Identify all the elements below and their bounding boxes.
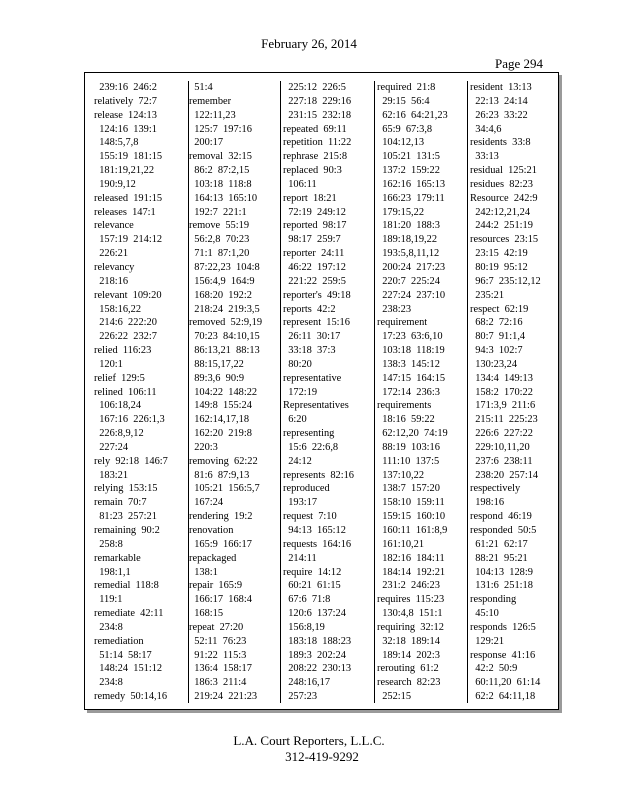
- index-entry: 138:3 145:12: [377, 358, 440, 370]
- index-entry: 124:16 139:1: [94, 123, 157, 135]
- index-entry: 172:19: [283, 386, 318, 398]
- index-entry: remove 55:19: [189, 220, 250, 232]
- index-entry: 15:6 22:6,8: [283, 441, 339, 453]
- index-entry: releases 147:1: [94, 206, 156, 218]
- index-entry: 56:2,8 70:23: [189, 234, 250, 246]
- index-entry: 226:22 232:7: [94, 331, 157, 343]
- index-entry: renovation: [189, 525, 234, 536]
- index-entry: 214:6 222:20: [94, 317, 157, 329]
- index-entry: requests 164:16: [283, 538, 352, 550]
- index-entry: 219:24 221:23: [189, 691, 258, 703]
- index-entry: 138:1: [189, 566, 218, 578]
- index-entry: respectively: [470, 483, 521, 495]
- index-entry: require 14:12: [283, 566, 342, 578]
- index-entry: 105:21 131:5: [377, 151, 440, 163]
- index-entry: repeated 69:11: [283, 123, 347, 135]
- index-entry: relined 106:11: [94, 386, 157, 398]
- index-entry: 162:14,17,18: [189, 414, 250, 426]
- index-entry: rely 92:18 146:7: [94, 455, 168, 467]
- index-entry: 168:15: [189, 608, 224, 620]
- index-entry: 165:9 166:17: [189, 538, 252, 550]
- index-entry: 72:19 249:12: [283, 206, 346, 218]
- index-entry: reports 42:2: [283, 303, 336, 315]
- index-entry: 51:14 58:17: [94, 649, 152, 661]
- index-entry: 105:21 156:5,7: [189, 483, 260, 495]
- page-number: Page 294: [495, 56, 544, 71]
- index-entry: requiring 32:12: [377, 621, 444, 633]
- index-entry: 159:15 160:10: [377, 511, 446, 523]
- column-divider: [280, 81, 281, 703]
- index-entry: respond 46:19: [470, 511, 532, 523]
- index-entry: 227:24 237:10: [377, 289, 446, 301]
- index-entry: respect 62:19: [470, 303, 529, 315]
- index-entry: 89:3,6 90:9: [189, 372, 245, 384]
- index-entry: representing: [283, 428, 335, 440]
- index-entry: rerouting 61:2: [377, 663, 439, 675]
- index-entry: removed 52:9,19: [189, 317, 263, 329]
- index-entry: 122:11,23: [189, 109, 236, 121]
- index-entry: 200:24 217:23: [377, 261, 446, 273]
- index-entry: 192:7 221:1: [189, 206, 247, 218]
- index-entry: resident 13:13: [470, 82, 532, 93]
- index-entry: 156:8,19: [283, 621, 325, 633]
- index-entry: residual 125:21: [470, 165, 537, 177]
- index-entry: 218:24 219:3,5: [189, 303, 260, 315]
- index-entry: 244:2 251:19: [470, 220, 533, 232]
- index-entry: 52:11 76:23: [189, 635, 247, 647]
- index-entry: remediate 42:11: [94, 608, 164, 620]
- index-entry: 149:8 155:24: [189, 400, 252, 412]
- index-entry: 226:8,9,12: [94, 428, 144, 440]
- index-entry: 198:16: [470, 497, 505, 509]
- index-entry: requirement: [377, 317, 428, 329]
- column-divider: [467, 81, 468, 703]
- index-entry: removal 32:15: [189, 151, 252, 163]
- index-entry: 81:23 257:21: [94, 511, 157, 523]
- index-entry: remedial 118:8: [94, 580, 159, 592]
- index-entry: research 82:23: [377, 677, 441, 689]
- index-entry: 62:12,20 74:19: [377, 428, 448, 440]
- index-column-5: [470, 81, 541, 704]
- index-column-4: [377, 81, 448, 704]
- index-entry: 70:23 84:10,15: [189, 331, 260, 343]
- index-entry: 6:20: [283, 414, 307, 426]
- index-entry: 80:20: [283, 358, 312, 370]
- index-entry: 238:20 257:14: [470, 469, 539, 481]
- index-entry: 94:3 102:7: [470, 345, 523, 357]
- index-entry: 218:16: [94, 275, 129, 287]
- date-header: February 26, 2014: [261, 36, 357, 51]
- index-entry: 166:23 179:11: [377, 192, 445, 204]
- index-entry: 166:17 168:4: [189, 594, 252, 606]
- index-entry: 257:23: [283, 691, 318, 703]
- index-entry: report 18:21: [283, 192, 337, 204]
- index-entry: relied 116:23: [94, 345, 152, 357]
- index-entry: 98:17 259:7: [283, 234, 341, 246]
- index-entry: responded 50:5: [470, 525, 537, 536]
- index-entry: 130:4,8 151:1: [377, 608, 443, 620]
- index-entry: 23:15 42:19: [470, 248, 528, 260]
- index-entry: 65:9 67:3,8: [377, 123, 433, 135]
- index-entry: Resource 242:9: [470, 192, 538, 204]
- index-entry: 88:15,17,22: [189, 358, 244, 370]
- index-entry: 96:7 235:12,12: [470, 275, 541, 287]
- index-entry: 67:6 71:8: [283, 594, 331, 606]
- index-entry: 231:2 246:23: [377, 580, 440, 592]
- index-entry: remedy 50:14,16: [94, 691, 168, 703]
- index-entry: required 21:8: [377, 82, 436, 93]
- index-entry: 71:1 87:1,20: [189, 248, 250, 260]
- index-entry: 258:8: [94, 538, 123, 550]
- index-entry: responding: [470, 594, 517, 606]
- index-entry: 193:5,8,11,12: [377, 248, 440, 260]
- index-entry: rephrase 215:8: [283, 151, 348, 163]
- index-entry: 162:20 219:8: [189, 428, 252, 440]
- index-entry: 225:12 226:5: [283, 82, 346, 93]
- index-entry: 252:15: [377, 691, 412, 703]
- index-entry: response 41:16: [470, 649, 536, 661]
- index-entry: 226:21: [94, 248, 129, 260]
- index-entry: rendering 19:2: [189, 511, 253, 523]
- index-entry: 103:18 118:8: [189, 178, 252, 190]
- index-entry: 162:16 165:13: [377, 178, 446, 190]
- index-entry: representative: [283, 372, 342, 384]
- index-entry: 155:19 181:15: [94, 151, 163, 163]
- index-entry: 200:17: [189, 137, 224, 149]
- index-entry: 138:7 157:20: [377, 483, 440, 495]
- index-entry: 87:22,23 104:8: [189, 261, 260, 273]
- index-entry: 61:21 62:17: [470, 538, 528, 550]
- index-entry: 148:24 151:12: [94, 663, 163, 675]
- index-column-2: [189, 81, 262, 704]
- index-entry: 88:19 103:16: [377, 441, 440, 453]
- index-entry: 119:1: [94, 594, 123, 606]
- index-entry: 131:6 251:18: [470, 580, 533, 592]
- index-entry: repeat 27:20: [189, 621, 244, 633]
- index-entry: repackaged: [189, 552, 237, 564]
- index-entry: 104:22 148:22: [189, 386, 258, 398]
- index-entry: 208:22 230:13: [283, 663, 352, 675]
- index-entry: 171:3,9 211:6: [470, 400, 536, 412]
- index-entry: 161:10,21: [377, 538, 425, 550]
- index-entry: 62:16 64:21,23: [377, 109, 448, 121]
- index-entry: relying 153:15: [94, 483, 158, 495]
- index-entry: 136:4 158:17: [189, 663, 252, 675]
- index-entry: requirements: [377, 400, 432, 412]
- index-entry: 106:18,24: [94, 400, 142, 412]
- index-entry: replaced 90:3: [283, 165, 342, 177]
- index-entry: relatively 72:7: [94, 95, 157, 107]
- index-entry: 157:19 214:12: [94, 234, 163, 246]
- index-entry: reporter's 49:18: [283, 289, 351, 301]
- index-entry: remarkable: [94, 552, 141, 564]
- index-entry: 239:16 246:2: [94, 82, 157, 93]
- index-entry: 237:6 238:11: [470, 455, 533, 467]
- index-entry: 86:2 87:2,15: [189, 165, 250, 177]
- index-entry: 62:2 64:11,18: [470, 691, 536, 703]
- index-entry: represents 82:16: [283, 469, 354, 481]
- index-entry: 125:7 197:16: [189, 123, 252, 135]
- index-entry: 167:24: [189, 497, 224, 509]
- index-entry: relevance: [94, 220, 134, 232]
- index-entry: reproduced: [283, 483, 330, 495]
- index-entry: repetition 11:22: [283, 137, 352, 149]
- index-entry: 32:18 189:14: [377, 635, 440, 647]
- index-entry: 215:11 225:23: [470, 414, 538, 426]
- index-frame: [84, 72, 559, 710]
- index-entry: reporter 24:11: [283, 248, 345, 260]
- index-entry: 156:4,9 164:9: [189, 275, 255, 287]
- column-divider: [374, 81, 375, 703]
- index-entry: 190:9,12: [94, 178, 136, 190]
- index-entry: 248:16,17: [283, 677, 331, 689]
- index-entry: 242:12,21,24: [470, 206, 531, 218]
- index-entry: 214:11: [283, 552, 317, 564]
- index-entry: 104:13 128:9: [470, 566, 533, 578]
- index-entry: 51:4: [189, 82, 213, 93]
- index-entry: remediation: [94, 635, 144, 647]
- index-entry: residues 82:23: [470, 178, 533, 190]
- index-entry: relief 129:5: [94, 372, 145, 384]
- index-entry: 235:21: [470, 289, 505, 301]
- index-entry: 68:2 72:16: [470, 317, 523, 329]
- index-entry: 33:13: [470, 151, 499, 163]
- index-entry: 88:21 95:21: [470, 552, 528, 564]
- index-entry: 231:15 232:18: [283, 109, 352, 121]
- index-entry: 227:24: [94, 441, 129, 453]
- index-entry: relevancy: [94, 261, 135, 273]
- index-entry: 81:6 87:9,13: [189, 469, 250, 481]
- index-entry: relevant 109:20: [94, 289, 162, 301]
- index-entry: responds 126:5: [470, 621, 536, 633]
- index-entry: Representatives: [283, 400, 349, 412]
- index-entry: 104:12,13: [377, 137, 425, 149]
- index-entry: 33:18 37:3: [283, 345, 336, 357]
- index-entry: residents 33:8: [470, 137, 531, 149]
- index-entry: reported 98:17: [283, 220, 347, 232]
- index-entry: 137:10,22: [377, 469, 425, 481]
- index-entry: 91:22 115:3: [189, 649, 247, 661]
- index-entry: 158:2 170:22: [470, 386, 533, 398]
- index-entry: 168:20 192:2: [189, 289, 252, 301]
- index-entry: request 7:10: [283, 511, 337, 523]
- index-entry: 42:2 50:9: [470, 663, 518, 675]
- index-entry: 46:22 197:12: [283, 261, 346, 273]
- index-entry: remember: [189, 95, 232, 107]
- index-entry: 148:5,7,8: [94, 137, 139, 149]
- index-entry: 24:12: [283, 455, 312, 467]
- index-entry: 18:16 59:22: [377, 414, 435, 426]
- index-column-3: [283, 81, 354, 704]
- index-entry: 60:21 61:15: [283, 580, 341, 592]
- index-entry: 130:23,24: [470, 358, 518, 370]
- index-entry: release 124:13: [94, 109, 157, 121]
- index-entry: 193:17: [283, 497, 318, 509]
- index-entry: 183:18 188:23: [283, 635, 352, 647]
- index-entry: requires 115:23: [377, 594, 445, 606]
- index-entry: 167:16 226:1,3: [94, 414, 165, 426]
- index-column-1: [94, 81, 168, 704]
- index-entry: 103:18 118:19: [377, 345, 445, 357]
- index-entry: 172:14 236:3: [377, 386, 440, 398]
- index-entry: 189:3 202:24: [283, 649, 346, 661]
- index-entry: 227:18 229:16: [283, 95, 352, 107]
- index-entry: 198:1,1: [94, 566, 131, 578]
- index-entry: 220:3: [189, 441, 218, 453]
- index-entry: 186:3 211:4: [189, 677, 247, 689]
- index-entry: 17:23 63:6,10: [377, 331, 443, 343]
- index-entry: 220:7 225:24: [377, 275, 440, 287]
- index-entry: 164:13 165:10: [189, 192, 258, 204]
- index-entry: remain 70:7: [94, 497, 147, 509]
- index-entry: 111:10 137:5: [377, 455, 440, 467]
- index-entry: 147:15 164:15: [377, 372, 446, 384]
- index-entry: 183:21: [94, 469, 129, 481]
- index-entry: 86:13,21 88:13: [189, 345, 260, 357]
- index-entry: 234:8: [94, 621, 123, 633]
- index-entry: 134:4 149:13: [470, 372, 533, 384]
- footer-phone: 312-419-9292: [285, 749, 359, 764]
- index-entry: 221:22 259:5: [283, 275, 346, 287]
- index-entry: 94:13 165:12: [283, 525, 346, 536]
- index-entry: 22:13 24:14: [470, 95, 528, 107]
- index-entry: 45:10: [470, 608, 499, 620]
- index-entry: 80:19 95:12: [470, 261, 528, 273]
- index-entry: 106:11: [283, 178, 317, 190]
- footer-company: L.A. Court Reporters, L.L.C.: [233, 733, 385, 748]
- index-entry: 158:10 159:11: [377, 497, 445, 509]
- index-entry: resources 23:15: [470, 234, 539, 246]
- index-entry: 80:7 91:1,4: [470, 331, 526, 343]
- index-entry: 120:1: [94, 358, 123, 370]
- index-entry: remaining 90:2: [94, 525, 160, 536]
- index-entry: 160:11 161:8,9: [377, 525, 448, 536]
- index-entry: repair 165:9: [189, 580, 243, 592]
- index-entry: 137:2 159:22: [377, 165, 440, 177]
- index-entry: 226:6 227:22: [470, 428, 533, 440]
- index-entry: 181:20 188:3: [377, 220, 440, 232]
- index-entry: 179:15,22: [377, 206, 425, 218]
- index-entry: 26:11 30:17: [283, 331, 341, 343]
- index-entry: 184:14 192:21: [377, 566, 446, 578]
- index-entry: 120:6 137:24: [283, 608, 346, 620]
- index-entry: 158:16,22: [94, 303, 142, 315]
- index-entry: removing 62:22: [189, 455, 258, 467]
- index-entry: represent 15:16: [283, 317, 350, 329]
- index-entry: 229:10,11,20: [470, 441, 530, 453]
- index-entry: 60:11,20 61:14: [470, 677, 541, 689]
- index-entry: 189:14 202:3: [377, 649, 440, 661]
- index-entry: 26:23 33:22: [470, 109, 528, 121]
- index-entry: 34:4,6: [470, 123, 502, 135]
- index-entry: 238:23: [377, 303, 412, 315]
- index-entry: 29:15 56:4: [377, 95, 430, 107]
- index-entry: 189:18,19,22: [377, 234, 438, 246]
- index-entry: released 191:15: [94, 192, 163, 204]
- index-entry: 182:16 184:11: [377, 552, 445, 564]
- index-entry: 129:21: [470, 635, 505, 647]
- index-entry: 181:19,21,22: [94, 165, 155, 177]
- index-entry: 234:8: [94, 677, 123, 689]
